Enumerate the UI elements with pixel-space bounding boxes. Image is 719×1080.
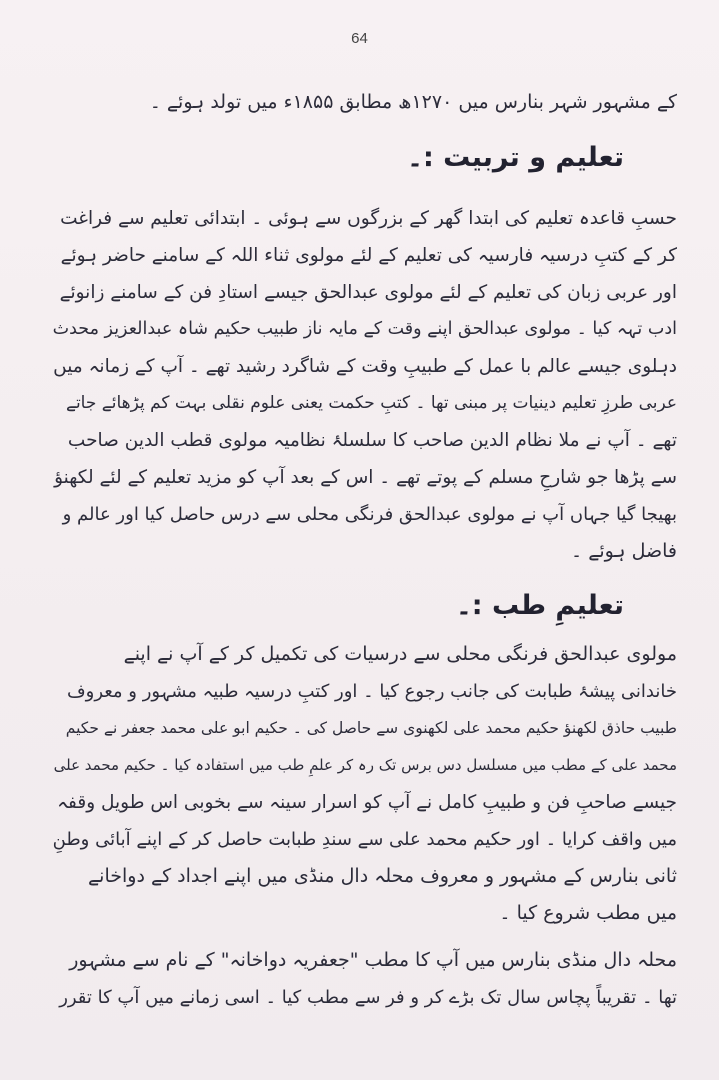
text-line: جیسے صاحبِ فن و طبیبِ کامل نے آپ کو اسرار سینہ سے بخوبی اس طویل وقفہ bbox=[57, 792, 677, 813]
intro-paragraph bbox=[52, 84, 677, 121]
text-line: میں مطب شروع کیا ۔ bbox=[499, 902, 677, 924]
text-line: سے پڑھا جو شارحِ مسلم کے پوتے تھے ۔ اس کے بعد آپ کو مزید تعلیم کے لئے لکھنؤ bbox=[54, 467, 677, 488]
text-line: تھا ۔ تقریباً پچاس سال تک بڑے کر و فر سے مطب کیا ۔ اسی زمانے میں آپ کا تقرر bbox=[59, 987, 677, 1008]
text-line: کر کے کتبِ درسیہ فارسیہ کی تعلیم کے لئے مولوی ثناء اللہ کے سامنے حاضر ہوئے bbox=[60, 245, 677, 266]
text-line: محلہ دال منڈی بنارس میں آپ کا مطب "جعفریہ دواخانہ" کے نام سے مشہور bbox=[69, 949, 677, 971]
text-line: حسبِ قاعدہ تعلیم کی ابتدا گھر کے بزرگوں سے ہوئی ۔ ابتدائی تعلیم سے فراغت bbox=[60, 208, 677, 229]
text-line: دہلوی جیسے عالم با عمل کے طبیبِ وقت کے شاگرد رشید تھے ۔ آپ کے زمانہ میں bbox=[53, 356, 677, 377]
text-line: میں واقف کرایا ۔ اور حکیم محمد علی سے سندِ طبابت حاصل کر کے اپنے آبائی وطنِ bbox=[52, 829, 677, 850]
section-heading-talim: تعلیم و تربیت :۔ bbox=[407, 142, 624, 173]
text-line: طبیب حاذق لکھنؤ حکیم محمد علی لکھنوی سے حاصل کی ۔ حکیم ابو علی محمد جعفر نے حکیم bbox=[65, 719, 677, 737]
text-line: ادب تہہ کیا ۔ مولوی عبدالحق اپنے وقت کے مایہ ناز طبیب حکیم شاہ عبدالعزیز محدث bbox=[52, 319, 677, 339]
text-line: ثانی بنارس کے مشہور و معروف محلہ دال منڈی میں اپنے اجداد کے دواخانے bbox=[88, 865, 677, 887]
text-line: فاضل ہوئے ۔ bbox=[571, 540, 677, 562]
page-number: 64 bbox=[351, 30, 368, 47]
text-line: بھیجا گیا جہاں آپ نے مولوی عبدالحق فرنگی محلی سے درس حاصل کیا اور عالم و bbox=[62, 504, 677, 525]
text-line: تھے ۔ آپ نے ملا نظام الدین صاحب کا سلسلۂ نظامیہ مولوی قطب الدین صاحب bbox=[67, 430, 677, 451]
section-heading-tibb: تعلیمِ طب :۔ bbox=[455, 590, 624, 621]
paragraph-matab bbox=[52, 942, 677, 1016]
paragraph-tibb bbox=[52, 636, 677, 932]
text-line: عربی طرزِ تعلیم دینیات پر مبنی تھا ۔ کتبِ حکمت یعنی علوم نقلی بہت کم پڑھائے جاتے bbox=[65, 393, 677, 413]
text-line: محمد علی کے مطب میں مسلسل دس برس تک رہ کر علمِ طب میں استفادہ کیا ۔ حکیم محمد علی bbox=[53, 756, 677, 774]
paragraph-talim bbox=[52, 200, 677, 570]
text-line: مولوی عبدالحق فرنگی محلی سے درسیات کی تکمیل کر کے آپ نے اپنے bbox=[123, 643, 677, 665]
text-line: کے مشہور شہر بنارس میں ۱۲۷۰ھ مطابق ۱۸۵۵ء میں تولد ہوئے ۔ bbox=[149, 91, 677, 113]
text-line: اور عربی زبان کی تعلیم کے لئے مولوی عبدالحق جیسے استادِ فن کے سامنے زانوئے bbox=[59, 282, 677, 303]
text-line: خاندانی پیشۂ طبابت کی جانب رجوع کیا ۔ اور کتبِ درسیہ طبیہ مشہور و معروف bbox=[66, 681, 677, 702]
